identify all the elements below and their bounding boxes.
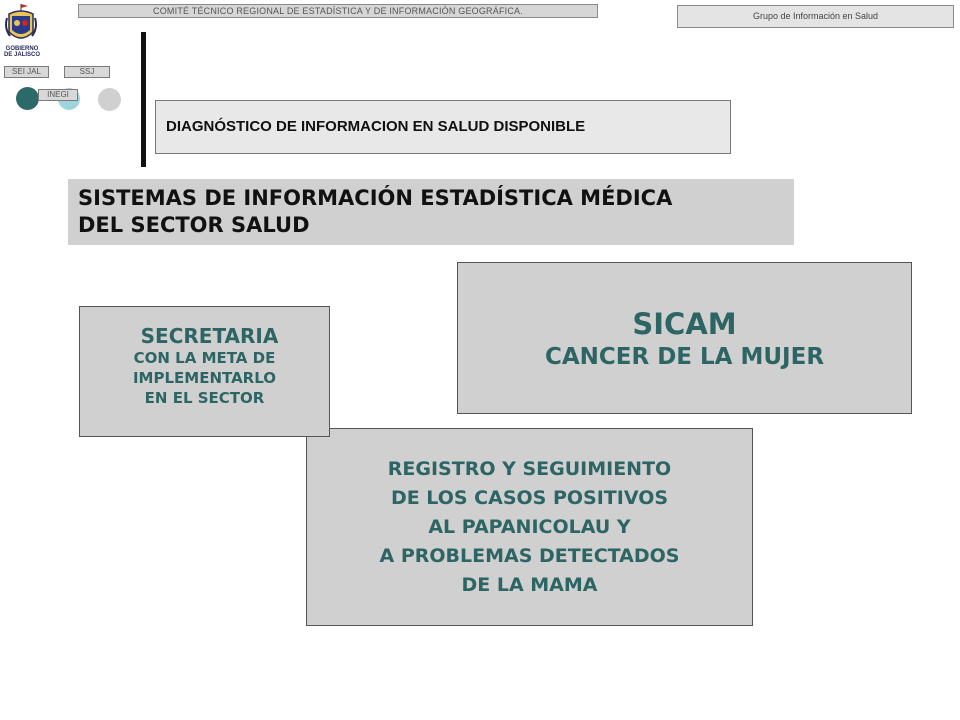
secretaria-box bbox=[79, 306, 330, 437]
vertical-divider bbox=[141, 32, 146, 167]
circle-gray bbox=[98, 88, 121, 111]
logo-text-line2: DE JALISCO bbox=[3, 52, 40, 58]
group-banner: Grupo de Información en Salud bbox=[677, 5, 954, 28]
registro-line: DE LA MAMA bbox=[461, 574, 598, 596]
secretaria-title: SECRETARIA bbox=[140, 324, 279, 348]
sicam-subtitle: CANCER DE LA MUJER bbox=[544, 344, 825, 370]
registro-line: A PROBLEMAS DETECTADOS bbox=[379, 545, 680, 567]
sicam-box bbox=[457, 262, 912, 414]
registro-line: DE LOS CASOS POSITIVOS bbox=[390, 487, 669, 509]
main-title-line2: DEL SECTOR SALUD bbox=[78, 213, 310, 237]
committee-banner: COMITÉ TÉCNICO REGIONAL DE ESTADÍSTICA Y DE INFORMACIÓN GEOGRÁFICA. bbox=[78, 4, 598, 18]
registro-box bbox=[306, 428, 753, 626]
logo-text-line1: GOBIERNO bbox=[5, 46, 39, 52]
tag-sei-jal: SEI JAL bbox=[4, 66, 49, 78]
registro-line: REGISTRO Y SEGUIMIENTO bbox=[387, 458, 672, 480]
main-title-line1: SISTEMAS DE INFORMACIÓN ESTADÍSTICA MÉDICA bbox=[78, 186, 673, 210]
secretaria-line: IMPLEMENTARLO bbox=[132, 369, 277, 387]
sicam-title: SICAM bbox=[632, 307, 737, 341]
registro-line: AL PAPANICOLAU Y bbox=[428, 516, 631, 538]
diagnostic-title-box bbox=[155, 100, 731, 154]
tag-inegi: INEGI bbox=[38, 89, 78, 101]
coat-of-arms-icon bbox=[4, 2, 38, 48]
main-title-box bbox=[68, 179, 794, 245]
secretaria-line: EN EL SECTOR bbox=[144, 389, 265, 407]
circle-dark bbox=[16, 87, 39, 110]
diagnostic-title: DIAGNÓSTICO DE INFORMACION EN SALUD DISPONIBLE bbox=[166, 118, 586, 135]
secretaria-line: CON LA META DE bbox=[133, 349, 276, 367]
tag-ssj: SSJ bbox=[64, 66, 110, 78]
logo-text bbox=[2, 46, 42, 58]
